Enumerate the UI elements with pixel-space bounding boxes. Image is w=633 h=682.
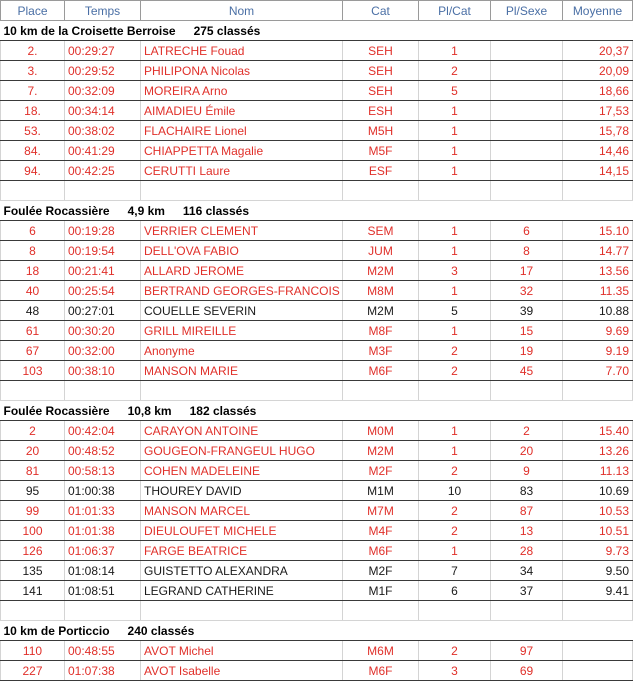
cell-cat: M0M	[343, 421, 419, 441]
cell-nom: CERUTTI Laure	[141, 161, 343, 181]
table-row	[1, 161, 633, 181]
cell-place: 8	[1, 241, 65, 261]
cell-temps: 00:48:55	[65, 641, 141, 661]
header-nom[interactable]: Nom	[141, 1, 343, 21]
empty-cell	[563, 601, 633, 621]
empty-cell	[141, 181, 343, 201]
cell-temps: 00:19:28	[65, 221, 141, 241]
table-row	[1, 441, 633, 461]
cell-temps: 00:19:54	[65, 241, 141, 261]
header-plcat[interactable]: Pl/Cat	[419, 1, 491, 21]
cell-plsexe	[491, 81, 563, 101]
cell-place: 227	[1, 661, 65, 681]
cell-temps: 00:41:29	[65, 141, 141, 161]
cell-temps: 01:07:38	[65, 661, 141, 681]
empty-cell	[1, 181, 65, 201]
cell-cat: M1F	[343, 581, 419, 601]
empty-cell	[65, 381, 141, 401]
cell-moyenne: 20,09	[563, 61, 633, 81]
section-title: Foulée Rocassière	[3, 203, 110, 218]
cell-plsexe	[491, 121, 563, 141]
cell-plsexe: 39	[491, 301, 563, 321]
cell-moyenne: 13.56	[563, 261, 633, 281]
cell-plsexe: 2	[491, 421, 563, 441]
cell-plcat: 10	[419, 481, 491, 501]
cell-moyenne: 15.40	[563, 421, 633, 441]
header-moyenne[interactable]: Moyenne	[563, 1, 633, 21]
cell-place: 99	[1, 501, 65, 521]
table-row	[1, 341, 633, 361]
cell-nom: DIEULOUFET MICHELE	[141, 521, 343, 541]
empty-cell	[65, 181, 141, 201]
cell-plsexe: 17	[491, 261, 563, 281]
cell-plsexe: 28	[491, 541, 563, 561]
header-temps[interactable]: Temps	[65, 1, 141, 21]
cell-cat: M4F	[343, 521, 419, 541]
cell-plsexe: 6	[491, 221, 563, 241]
section-header	[1, 21, 633, 41]
empty-cell	[343, 601, 419, 621]
cell-nom: COUELLE SEVERIN	[141, 301, 343, 321]
cell-temps: 01:08:14	[65, 561, 141, 581]
cell-temps: 01:01:33	[65, 501, 141, 521]
cell-nom: GUISTETTO ALEXANDRA	[141, 561, 343, 581]
cell-place: 20	[1, 441, 65, 461]
cell-plcat: 1	[419, 241, 491, 261]
cell-cat: M5F	[343, 141, 419, 161]
cell-moyenne: 10.51	[563, 521, 633, 541]
spacer-row	[1, 601, 633, 621]
empty-cell	[563, 181, 633, 201]
cell-moyenne: 20,37	[563, 41, 633, 61]
empty-cell	[343, 381, 419, 401]
cell-nom: FLACHAIRE Lionel	[141, 121, 343, 141]
cell-cat: M2M	[343, 261, 419, 281]
cell-plcat: 1	[419, 541, 491, 561]
cell-moyenne: 14.77	[563, 241, 633, 261]
cell-nom: LATRECHE Fouad	[141, 41, 343, 61]
table-row	[1, 561, 633, 581]
cell-plcat: 3	[419, 661, 491, 681]
cell-moyenne: 10.53	[563, 501, 633, 521]
cell-plcat: 1	[419, 41, 491, 61]
cell-cat: SEH	[343, 41, 419, 61]
section-count: 240 classés	[127, 623, 195, 638]
cell-place: 2.	[1, 41, 65, 61]
cell-moyenne: 9.73	[563, 541, 633, 561]
cell-cat: SEH	[343, 81, 419, 101]
cell-plcat: 1	[419, 441, 491, 461]
section-title-cell	[1, 21, 633, 41]
cell-plsexe: 15	[491, 321, 563, 341]
cell-plcat: 6	[419, 581, 491, 601]
cell-temps: 00:29:27	[65, 41, 141, 61]
cell-moyenne: 14,46	[563, 141, 633, 161]
cell-plcat: 2	[419, 61, 491, 81]
header-plsexe[interactable]: Pl/Sexe	[491, 1, 563, 21]
cell-temps: 00:48:52	[65, 441, 141, 461]
cell-plsexe: 69	[491, 661, 563, 681]
cell-temps: 00:30:20	[65, 321, 141, 341]
cell-plsexe: 19	[491, 341, 563, 361]
cell-plsexe: 20	[491, 441, 563, 461]
cell-cat: M3F	[343, 341, 419, 361]
cell-nom: FARGE BEATRICE	[141, 541, 343, 561]
table-row	[1, 301, 633, 321]
cell-plsexe	[491, 101, 563, 121]
table-row	[1, 461, 633, 481]
empty-cell	[491, 601, 563, 621]
cell-temps: 00:25:54	[65, 281, 141, 301]
cell-place: 103	[1, 361, 65, 381]
cell-cat: ESF	[343, 161, 419, 181]
header-row	[1, 1, 633, 21]
header-place[interactable]: Place	[1, 1, 65, 21]
spacer-row	[1, 181, 633, 201]
spacer-row	[1, 381, 633, 401]
cell-plcat: 1	[419, 281, 491, 301]
cell-cat: M2M	[343, 441, 419, 461]
empty-cell	[343, 181, 419, 201]
cell-place: 135	[1, 561, 65, 581]
cell-place: 53.	[1, 121, 65, 141]
cell-nom: AVOT Isabelle	[141, 661, 343, 681]
cell-nom: BERTRAND GEORGES-FRANCOIS	[141, 281, 343, 301]
section-distance: 4,9 km	[127, 203, 165, 218]
empty-cell	[491, 381, 563, 401]
cell-plcat: 1	[419, 421, 491, 441]
cell-place: 7.	[1, 81, 65, 101]
cell-temps: 00:32:00	[65, 341, 141, 361]
empty-cell	[141, 601, 343, 621]
empty-cell	[1, 601, 65, 621]
cell-place: 95	[1, 481, 65, 501]
cell-moyenne: 9.41	[563, 581, 633, 601]
cell-nom: ALLARD JEROME	[141, 261, 343, 281]
cell-plsexe: 87	[491, 501, 563, 521]
cell-nom: AIMADIEU Émile	[141, 101, 343, 121]
cell-plsexe: 32	[491, 281, 563, 301]
cell-plsexe: 13	[491, 521, 563, 541]
cell-temps: 00:29:52	[65, 61, 141, 81]
cell-plsexe: 97	[491, 641, 563, 661]
cell-plcat: 2	[419, 501, 491, 521]
section-count: 116 classés	[182, 203, 249, 218]
cell-nom: COHEN MADELEINE	[141, 461, 343, 481]
cell-moyenne: 11.13	[563, 461, 633, 481]
cell-cat: M2M	[343, 301, 419, 321]
table-row	[1, 541, 633, 561]
table-row	[1, 661, 633, 681]
section-distance: 10,8 km	[127, 403, 172, 418]
cell-cat: M1M	[343, 481, 419, 501]
cell-nom: GOUGEON-FRANGEUL HUGO	[141, 441, 343, 461]
section-count: 275 classés	[193, 23, 261, 38]
cell-nom: GRILL MIREILLE	[141, 321, 343, 341]
cell-place: 18	[1, 261, 65, 281]
cell-moyenne: 17,53	[563, 101, 633, 121]
cell-moyenne: 9.69	[563, 321, 633, 341]
empty-cell	[1, 381, 65, 401]
cell-cat: M2F	[343, 461, 419, 481]
cell-plsexe: 37	[491, 581, 563, 601]
cell-plcat: 2	[419, 361, 491, 381]
empty-cell	[419, 381, 491, 401]
table-row	[1, 641, 633, 661]
cell-nom: DELL'OVA FABIO	[141, 241, 343, 261]
cell-plsexe	[491, 61, 563, 81]
section-title-cell	[1, 401, 633, 421]
cell-plcat: 1	[419, 221, 491, 241]
table-row	[1, 261, 633, 281]
section-header	[1, 621, 633, 641]
cell-moyenne: 10.69	[563, 481, 633, 501]
table-row	[1, 481, 633, 501]
cell-plcat: 5	[419, 301, 491, 321]
cell-plcat: 1	[419, 101, 491, 121]
table-row	[1, 221, 633, 241]
section-header	[1, 201, 633, 221]
section-title-cell	[1, 621, 633, 641]
cell-plcat: 2	[419, 521, 491, 541]
cell-plcat: 2	[419, 461, 491, 481]
table-row	[1, 141, 633, 161]
table-row	[1, 501, 633, 521]
table-row	[1, 581, 633, 601]
cell-cat: SEM	[343, 221, 419, 241]
table-row	[1, 281, 633, 301]
cell-cat: M8M	[343, 281, 419, 301]
cell-nom: CHIAPPETTA Magalie	[141, 141, 343, 161]
table-row	[1, 361, 633, 381]
table-row	[1, 81, 633, 101]
table-row	[1, 521, 633, 541]
cell-moyenne: 14,15	[563, 161, 633, 181]
cell-plcat: 7	[419, 561, 491, 581]
cell-place: 3.	[1, 61, 65, 81]
cell-temps: 01:01:38	[65, 521, 141, 541]
table-row	[1, 121, 633, 141]
cell-plsexe: 8	[491, 241, 563, 261]
cell-plcat: 1	[419, 121, 491, 141]
table-row	[1, 321, 633, 341]
cell-place: 2	[1, 421, 65, 441]
cell-cat: SEH	[343, 61, 419, 81]
cell-temps: 00:42:25	[65, 161, 141, 181]
cell-cat: M8F	[343, 321, 419, 341]
results-body	[1, 21, 633, 681]
cell-cat: M5H	[343, 121, 419, 141]
cell-nom: VERRIER CLEMENT	[141, 221, 343, 241]
section-count: 182 classés	[189, 403, 257, 418]
section-header	[1, 401, 633, 421]
cell-plsexe	[491, 141, 563, 161]
cell-temps: 00:58:13	[65, 461, 141, 481]
cell-plcat: 1	[419, 321, 491, 341]
cell-place: 48	[1, 301, 65, 321]
cell-place: 61	[1, 321, 65, 341]
cell-temps: 00:32:09	[65, 81, 141, 101]
cell-cat: M6M	[343, 641, 419, 661]
cell-temps: 01:00:38	[65, 481, 141, 501]
cell-moyenne: 13.26	[563, 441, 633, 461]
cell-nom: MOREIRA Arno	[141, 81, 343, 101]
cell-cat: M7M	[343, 501, 419, 521]
cell-cat: ESH	[343, 101, 419, 121]
cell-nom: CARAYON ANTOINE	[141, 421, 343, 441]
empty-cell	[491, 181, 563, 201]
cell-moyenne: 15,78	[563, 121, 633, 141]
cell-place: 84.	[1, 141, 65, 161]
empty-cell	[419, 181, 491, 201]
section-title: Foulée Rocassière	[3, 403, 110, 418]
table-row	[1, 41, 633, 61]
cell-cat: M2F	[343, 561, 419, 581]
section-title-cell	[1, 201, 633, 221]
cell-temps: 00:34:14	[65, 101, 141, 121]
cell-plcat: 1	[419, 161, 491, 181]
section-title: 10 km de Porticcio	[3, 623, 110, 638]
cell-place: 67	[1, 341, 65, 361]
cell-cat: M6F	[343, 541, 419, 561]
cell-moyenne: 15.10	[563, 221, 633, 241]
cell-moyenne: 7.70	[563, 361, 633, 381]
header-cat[interactable]: Cat	[343, 1, 419, 21]
cell-cat: M6F	[343, 661, 419, 681]
cell-cat: M6F	[343, 361, 419, 381]
cell-cat: JUM	[343, 241, 419, 261]
cell-plcat: 2	[419, 341, 491, 361]
cell-place: 40	[1, 281, 65, 301]
cell-moyenne: 9.19	[563, 341, 633, 361]
cell-plcat: 3	[419, 261, 491, 281]
cell-plcat: 1	[419, 141, 491, 161]
cell-moyenne: 9.50	[563, 561, 633, 581]
table-row	[1, 61, 633, 81]
cell-moyenne: 11.35	[563, 281, 633, 301]
cell-nom: Anonyme	[141, 341, 343, 361]
cell-temps: 01:06:37	[65, 541, 141, 561]
cell-plsexe: 45	[491, 361, 563, 381]
cell-plsexe: 9	[491, 461, 563, 481]
cell-moyenne	[563, 641, 633, 661]
cell-place: 81	[1, 461, 65, 481]
cell-nom: MANSON MARCEL	[141, 501, 343, 521]
cell-nom: PHILIPONA Nicolas	[141, 61, 343, 81]
table-row	[1, 421, 633, 441]
cell-nom: THOUREY DAVID	[141, 481, 343, 501]
cell-temps: 00:21:41	[65, 261, 141, 281]
cell-plsexe: 34	[491, 561, 563, 581]
cell-moyenne: 10.88	[563, 301, 633, 321]
empty-cell	[141, 381, 343, 401]
cell-plsexe: 83	[491, 481, 563, 501]
cell-plsexe	[491, 41, 563, 61]
cell-nom: MANSON MARIE	[141, 361, 343, 381]
cell-place: 141	[1, 581, 65, 601]
cell-moyenne: 18,66	[563, 81, 633, 101]
cell-place: 110	[1, 641, 65, 661]
cell-temps: 00:42:04	[65, 421, 141, 441]
cell-place: 100	[1, 521, 65, 541]
table-row	[1, 241, 633, 261]
section-title: 10 km de la Croisette Berroise	[3, 23, 176, 38]
cell-temps: 00:27:01	[65, 301, 141, 321]
cell-temps: 01:08:51	[65, 581, 141, 601]
cell-nom: AVOT Michel	[141, 641, 343, 661]
cell-nom: LEGRAND CATHERINE	[141, 581, 343, 601]
empty-cell	[419, 601, 491, 621]
empty-cell	[65, 601, 141, 621]
cell-plcat: 5	[419, 81, 491, 101]
cell-moyenne	[563, 661, 633, 681]
cell-temps: 00:38:02	[65, 121, 141, 141]
cell-place: 6	[1, 221, 65, 241]
empty-cell	[563, 381, 633, 401]
cell-plsexe	[491, 161, 563, 181]
cell-place: 18.	[1, 101, 65, 121]
cell-temps: 00:38:10	[65, 361, 141, 381]
cell-place: 126	[1, 541, 65, 561]
cell-place: 94.	[1, 161, 65, 181]
cell-plcat: 2	[419, 641, 491, 661]
table-row	[1, 101, 633, 121]
